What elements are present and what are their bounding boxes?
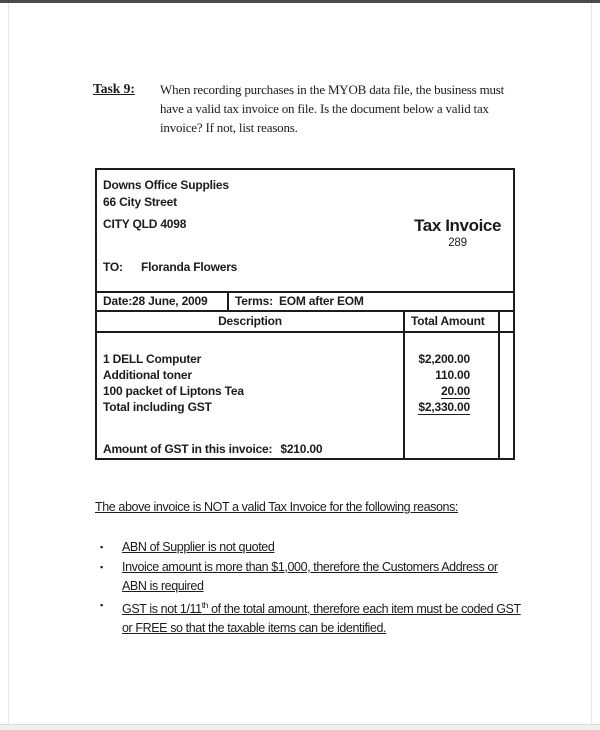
to-label: TO: (103, 260, 123, 274)
line-item-amount (403, 352, 498, 366)
tax-invoice-box (95, 168, 515, 460)
amount-right-divider (498, 310, 500, 460)
bullet-icon: ▪ (100, 562, 104, 572)
line-item-description: 100 packet of Liptons Tea (103, 384, 244, 398)
date-cell (103, 294, 207, 308)
divider-above-date-row (97, 291, 513, 293)
terms-label: Terms: (235, 294, 273, 308)
supplier-street: 66 City Street (103, 195, 177, 209)
total-row-label: Total including GST (103, 400, 212, 414)
terms-value: EOM after EOM (278, 294, 364, 308)
scan-bottom-edge (0, 724, 600, 730)
line-item-description: 1 DELL Computer (103, 352, 202, 366)
bullet-icon: ▪ (100, 542, 104, 552)
divider-below-header-row (97, 331, 513, 333)
amount-value-underlined: 20.00 (440, 384, 470, 398)
bullet-icon: ▪ (100, 600, 104, 610)
reason-text-pre: GST is not 1/11 (122, 602, 202, 617)
line-item-amount (403, 368, 498, 382)
task-label: Task 9: (93, 81, 135, 96)
reasons-list (95, 538, 535, 638)
divider-below-date-row (97, 310, 513, 312)
reason-text (122, 596, 524, 637)
answer-heading: The above invoice is NOT a valid Tax Invoice for the following reasons: (95, 500, 459, 514)
reason-item (95, 538, 535, 557)
reason-text-sup: th (201, 600, 208, 610)
supplier-city: CITY QLD 4098 (103, 217, 187, 231)
gst-value: $210.00 (280, 442, 323, 456)
invoice-title-block (414, 216, 501, 249)
reason-text: Invoice amount is more than $1,000, therefore the Customers Address or ABN is required (122, 560, 498, 593)
scan-left-edge (8, 3, 9, 724)
date-value: 28 June, 2009 (132, 294, 208, 308)
supplier-name: Downs Office Supplies (103, 178, 229, 192)
invoice-number: 289 (448, 237, 467, 249)
scan-right-edge (591, 3, 592, 724)
reason-item (95, 558, 535, 595)
scan-top-edge (0, 0, 600, 3)
description-column-header: Description (218, 314, 282, 328)
date-terms-divider (227, 291, 229, 312)
line-item-description: Additional toner (103, 368, 192, 382)
terms-cell (235, 294, 364, 308)
amount-value: 110.00 (435, 368, 470, 382)
amount-value: $2,200.00 (418, 352, 470, 366)
invoice-title: Tax Invoice (414, 216, 501, 235)
reason-item (95, 596, 535, 637)
line-item-amount (403, 384, 498, 399)
reason-text: ABN of Supplier is not quoted (122, 540, 275, 554)
customer-name: Floranda Flowers (141, 260, 238, 274)
amount-value-underlined: $2,330.00 (418, 400, 470, 414)
date-label: Date: (103, 294, 133, 308)
task-instructions: When recording purchases in the MYOB data file, the business must have a valid tax invoice on file. Is the document below a valid tax invoice? If not, list reasons. (160, 82, 505, 135)
reason-text-post: of the total amount, therefore each item must be coded GST or FREE so that the taxable items can be identified. (122, 602, 521, 635)
total-amount-column-header: Total Amount (411, 314, 485, 328)
gst-label: Amount of GST in this invoice: (103, 442, 273, 456)
total-row-amount (403, 400, 498, 415)
gst-amount-line (103, 442, 322, 456)
